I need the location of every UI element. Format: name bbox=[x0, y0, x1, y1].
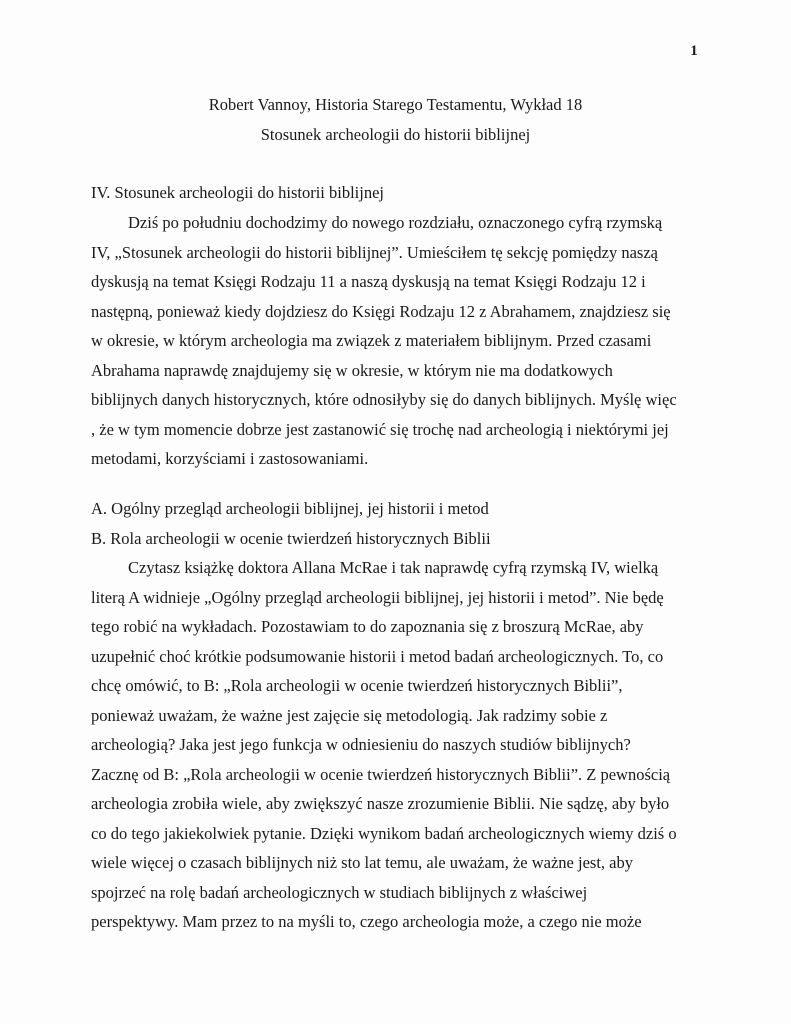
text-line: następną, ponieważ kiedy dojdziesz do Księgi Rodzaju 12 z Abrahamem, znajdziesz się bbox=[91, 301, 671, 321]
paragraph-2 bbox=[91, 553, 677, 937]
text-line: , że w tym momencie dobrze jest zastanowić się trochę nad archeologią i niektórymi jej bbox=[91, 419, 669, 439]
text-line: perspektywy. Mam przez to na myśli to, czego archeologia może, a czego nie może bbox=[91, 912, 642, 931]
document-title-line-2: Stosunek archeologii do historii biblijnej bbox=[260, 124, 531, 144]
text-line: archeologią? Jaka jest jego funkcja w odniesieniu do naszych studiów biblijnych? bbox=[91, 735, 631, 754]
text-line: archeologia zrobiła wiele, aby zwiększyć nasze zrozumienie Biblii. Nie sądzę, aby było bbox=[91, 794, 670, 813]
text-line: Czytasz książkę doktora Allana McRae i tak naprawdę cyfrą rzymską IV, wielką bbox=[128, 558, 659, 577]
text-line: uzupełnić choć krótkie podsumowanie historii i metod badań archeologicznych. To, co bbox=[91, 646, 664, 666]
paragraph-1 bbox=[91, 208, 677, 474]
text-line: Zacznę od B: „Rola archeologii w ocenie twierdzeń historycznych Biblii”. Z pewnością bbox=[91, 764, 671, 784]
text-line: Dziś po południu dochodzimy do nowego rozdziału, oznaczonego cyfrą rzymską bbox=[128, 213, 663, 232]
text-line: metodami, korzyściami i zastosowaniami. bbox=[91, 449, 369, 468]
text-line: literą A widnieje „Ogólny przegląd archeologii biblijnej, jej historii i metod”. Nie będę bbox=[91, 587, 664, 607]
text-line: IV, „Stosunek archeologii do historii biblijnej”. Umieściłem tę sekcję pomiędzy naszą bbox=[91, 242, 658, 262]
section-heading-iv: IV. Stosunek archeologii do historii biblijnej bbox=[91, 183, 385, 202]
text-line: dyskusją na temat Księgi Rodzaju 11 a naszą dyskusją na temat Księgi Rodzaju 12 i bbox=[91, 272, 646, 291]
text-line: Abrahama naprawdę znajdujemy się w okresie, w którym nie ma dodatkowych bbox=[91, 360, 613, 380]
text-line: chcę omówić, to B: „Rola archeologii w ocenie twierdzeń historycznych Biblii”, bbox=[91, 676, 623, 695]
text-line: tego robić na wykładach. Pozostawiam to do zapoznania się z broszurą McRae, aby bbox=[91, 617, 644, 636]
document-title-line-1: Robert Vannoy, Historia Starego Testamentu, Wykład 18 bbox=[208, 95, 583, 114]
text-line: co do tego jakiekolwiek pytanie. Dzięki wynikom badań archeologicznych wiemy dziś o bbox=[91, 823, 677, 843]
text-line: biblijnych danych historycznych, które odnosiłyby się do danych biblijnych. Myślę więc bbox=[91, 390, 677, 409]
outline-item-a: A. Ogólny przegląd archeologii biblijnej, jej historii i metod bbox=[91, 499, 489, 518]
outline-headings bbox=[91, 494, 491, 553]
document-title-block bbox=[0, 90, 791, 150]
text-line: spojrzeć na rolę badań archeologicznych w studiach biblijnych z właściwej bbox=[91, 882, 588, 902]
outline-item-b: B. Rola archeologii w ocenie twierdzeń historycznych Biblii bbox=[91, 528, 491, 548]
text-line: wiele więcej o czasach biblijnych niż sto lat temu, ale uważam, że ważne jest, aby bbox=[91, 853, 633, 872]
page-number: 1 bbox=[690, 43, 698, 59]
text-line: w okresie, w którym archeologia ma związek z materiałem biblijnym. Przed czasami bbox=[91, 331, 652, 350]
text-line: ponieważ uważam, że ważne jest zajęcie się metodologią. Jak radzimy sobie z bbox=[91, 705, 608, 725]
